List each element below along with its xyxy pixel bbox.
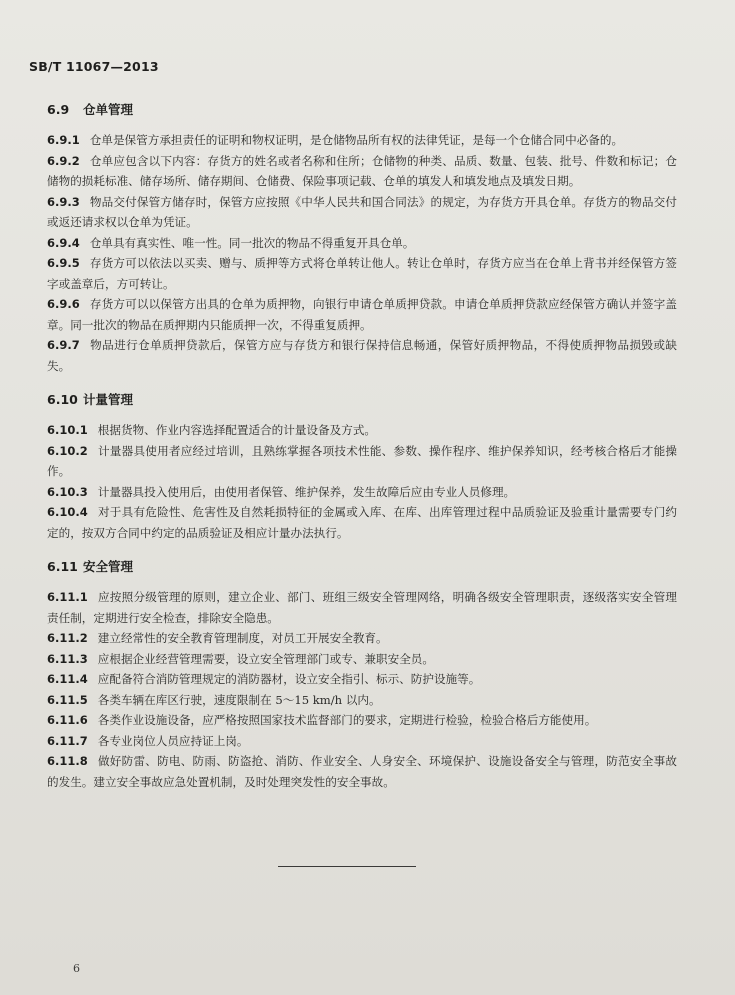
section-heading-text: 计量管理 [83, 392, 134, 407]
end-rule-line [278, 866, 416, 867]
clause-number: 6.10.3 [47, 484, 88, 499]
clause-text: 对于具有危险性、危害性及自然耗损特征的金属或入库、在库、出库管理过程中品质验证及验重计量需要专门约定的，按双方合同中约定的品质验证及相应计量办法执行。 [47, 505, 677, 540]
clause-text: 根据货物、作业内容选择配置适合的计量设备及方式。 [97, 423, 377, 437]
section-heading-text: 安全管理 [83, 559, 134, 574]
section-6-9 [47, 100, 677, 376]
clause-number: 6.11.3 [47, 651, 88, 666]
clause-6-9-5 [47, 253, 677, 294]
clause-6-9-7 [47, 335, 677, 376]
clause-6-9-4 [47, 233, 677, 254]
clause-6-9-2 [47, 151, 677, 192]
clause-number: 6.10.2 [47, 443, 88, 458]
clause-6-11-6 [47, 710, 677, 731]
clause-text: 建立经常性的安全教育管理制度，对员工开展安全教育。 [97, 631, 388, 645]
clause-text: 各类车辆在库区行驶，速度限制在 5～15 km/h 以内。 [97, 692, 381, 707]
clause-number: 6.9.1 [47, 133, 80, 147]
clause-text: 做好防雷、防电、防雨、防盗抢、消防、作业安全、人身安全、环境保护、设施设备安全与管理，防范安全事故的发生。建立安全事故应急处置机制，及时处理突发性的安全事故。 [47, 754, 677, 789]
clause-text: 物品进行仓单质押贷款后，保管方应与存货方和银行保持信息畅通，保管好质押物品，不得使质押物品损毁或缺失。 [47, 338, 677, 373]
standard-code: SB/T 11067—2013 [29, 59, 159, 74]
section-title [47, 390, 677, 410]
clause-text: 应按照分级管理的原则，建立企业、部门、班组三级安全管理网络，明确各级安全管理职责，逐级落实安全管理责任制，定期进行安全检查，排除安全隐患。 [47, 590, 677, 625]
clause-6-11-5 [47, 690, 677, 711]
section-number: 6.10 [47, 392, 78, 407]
clause-text: 仓单应包含以下内容：存货方的姓名或者名称和住所；仓储物的种类、品质、数量、包装、批号、件数和标记；仓储物的损耗标准、储存场所、储存期间、仓储费、保险事项记载、仓单的填发人和填发地点及填发日期。 [47, 153, 677, 188]
clause-6-10-4 [47, 502, 677, 543]
clause-6-11-1 [47, 587, 677, 628]
clause-6-11-8 [47, 751, 677, 792]
clause-number: 6.11.4 [47, 672, 88, 686]
section-title [47, 100, 677, 120]
clause-text: 仓单是保管方承担责任的证明和物权证明，是仓储物品所有权的法律凭证，是每一个仓储合同中必备的。 [89, 133, 624, 147]
section-6-10 [47, 390, 677, 543]
section-number: 6.9 [47, 102, 70, 117]
clause-6-11-7 [47, 731, 677, 752]
clause-number: 6.10.4 [47, 505, 88, 519]
clause-text: 各专业岗位人员应持证上岗。 [97, 733, 249, 748]
clause-text: 应根据企业经营管理需要，设立安全管理部门或专、兼职安全员。 [97, 651, 434, 666]
document-body [47, 100, 677, 806]
clause-number: 6.9.2 [47, 153, 80, 168]
clause-6-11-3 [47, 649, 677, 670]
clause-text: 存货方可以以保管方出具的仓单为质押物，向银行申请仓单质押贷款。申请仓单质押贷款应经保管方确认并签字盖章。同一批次的物品在质押期内只能质押一次，不得重复质押。 [47, 297, 677, 332]
clause-text: 计量器具使用者应经过培训，且熟练掌握各项技术性能、参数、操作程序、维护保养知识，经考核合格后才能操作。 [47, 443, 677, 478]
clause-6-11-2 [47, 628, 677, 649]
section-heading-text: 仓单管理 [83, 102, 134, 117]
clause-number: 6.11.1 [47, 590, 88, 604]
clause-text: 存货方可以依法以买卖、赠与、质押等方式将仓单转让他人。转让仓单时，存货方应当在仓单上背书并经保管方签字或盖章后，方可转让。 [47, 256, 677, 291]
section-title [47, 557, 677, 577]
clause-number: 6.11.7 [47, 733, 88, 748]
clause-number: 6.9.6 [47, 297, 80, 311]
clause-text: 应配备符合消防管理规定的消防器材，设立安全指引、标示、防护设施等。 [97, 672, 481, 686]
clause-6-9-3 [47, 192, 677, 233]
clause-number: 6.11.5 [47, 692, 88, 707]
clause-6-10-1 [47, 420, 677, 441]
clause-text: 计量器具投入使用后，由使用者保管、维护保养，发生故障后应由专业人员修理。 [97, 484, 516, 499]
clause-6-11-4 [47, 669, 677, 690]
section-number: 6.11 [47, 559, 78, 574]
clause-text: 各类作业设施设备，应严格按照国家技术监督部门的要求，定期进行检验，检验合格后方能使用。 [97, 713, 597, 727]
clause-number: 6.11.8 [47, 754, 88, 768]
clause-number: 6.9.7 [47, 338, 80, 352]
section-6-11 [47, 557, 677, 792]
clause-6-9-6 [47, 294, 677, 335]
clause-number: 6.9.4 [47, 235, 80, 250]
clause-number: 6.11.2 [47, 631, 88, 645]
clause-6-10-3 [47, 482, 677, 503]
clause-number: 6.9.5 [47, 256, 80, 270]
clause-6-9-1 [47, 130, 677, 151]
clause-number: 6.9.3 [47, 194, 80, 209]
page-number: 6 [73, 962, 80, 975]
clause-text: 仓单具有真实性、唯一性。同一批次的物品不得重复开具仓单。 [89, 235, 415, 250]
clause-number: 6.11.6 [47, 713, 88, 727]
clause-number: 6.10.1 [47, 423, 88, 437]
clause-text: 物品交付保管方储存时，保管方应按照《中华人民共和国合同法》的规定，为存货方开具仓单。存货方的物品交付或返还请求权以仓单为凭证。 [47, 194, 677, 229]
clause-6-10-2 [47, 441, 677, 482]
